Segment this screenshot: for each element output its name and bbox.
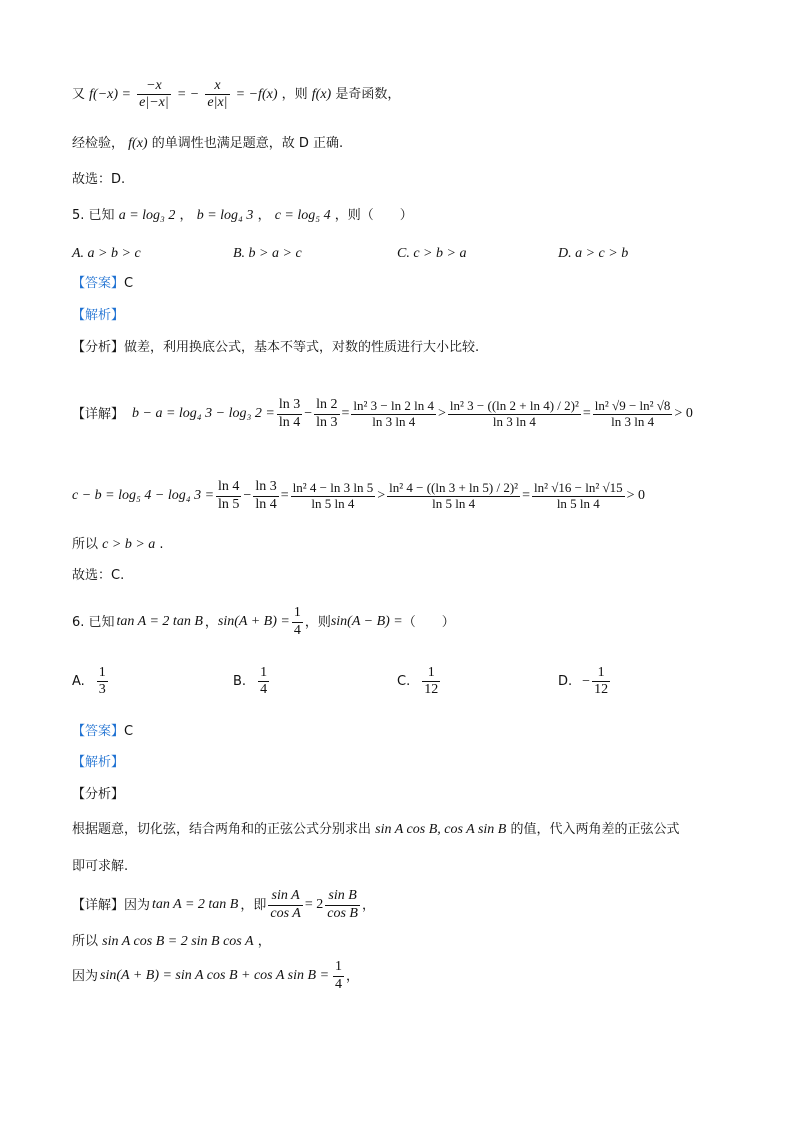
numerator: 1 <box>97 665 108 682</box>
numerator: ln 3 <box>253 479 278 496</box>
text: 因为 <box>124 897 151 913</box>
text: ，即 <box>240 897 267 913</box>
text: 所以 <box>72 934 99 949</box>
denominator: cos A <box>270 905 301 921</box>
text: ， <box>257 208 271 223</box>
numerator: ln² √9 − ln² √8 <box>594 397 671 413</box>
denominator: ln 5 <box>218 496 240 512</box>
q6-option-b[interactable] <box>233 665 271 698</box>
option-label: A. <box>72 674 85 690</box>
numerator: −x <box>137 78 171 95</box>
math-expr: c = log₅ 4 <box>274 208 331 223</box>
numerator: ln 3 <box>277 397 302 414</box>
q5-option-c[interactable]: C. c > b > a <box>397 246 467 261</box>
text: 的单调性也满足题意，故 D 正确. <box>151 136 344 151</box>
numerator: ln² 3 − ln 2 ln 4 <box>353 397 434 413</box>
math-expr: sin A cos B, cos A sin B <box>375 822 507 837</box>
answer-value: C <box>124 724 134 739</box>
text: 因为 <box>72 968 99 984</box>
text: ， <box>346 968 360 984</box>
numerator: x <box>205 78 229 95</box>
fraction <box>448 399 581 430</box>
text: ， <box>361 897 375 913</box>
math-expr: f(x) <box>128 136 148 151</box>
denominator: 4 <box>335 976 343 992</box>
denominator: 12 <box>594 682 609 698</box>
numerator: ln² 4 − ln 3 ln 5 <box>292 479 374 495</box>
fraction <box>387 481 520 512</box>
math-op: = <box>280 488 289 503</box>
text: 又 <box>72 87 86 103</box>
denominator: ln 3 ln 4 <box>611 413 655 429</box>
fraction <box>277 397 302 430</box>
math-op: = <box>582 406 591 421</box>
text: ， <box>179 208 193 223</box>
q6-answer <box>72 725 133 738</box>
q6-option-d[interactable] <box>558 665 612 698</box>
text: ，则 <box>281 87 308 103</box>
fraction <box>137 78 171 111</box>
fraction <box>268 888 302 921</box>
denominator: ln 5 ln 4 <box>556 495 600 511</box>
q6-fenxi-line2: 即可求解. <box>72 859 129 874</box>
math-expr: = −f(x) <box>235 87 278 103</box>
fenxi-tag: 【分析】 <box>72 340 125 355</box>
fraction <box>325 888 360 921</box>
denominator: ln 5 ln 4 <box>432 495 476 511</box>
math-expr: sin(A + B) = sin A cos B + cos A sin B = <box>100 968 330 983</box>
text: 6. 已知 <box>72 614 115 630</box>
q5-option-d[interactable]: D. a > c > b <box>558 246 629 261</box>
math-expr: sin(A − B) = <box>330 614 403 629</box>
q5-analysis-tag: 【解析】 <box>72 308 125 323</box>
numerator: ln 4 <box>216 479 241 496</box>
math-expr: c − b = log₅ 4 − log₄ 3 = <box>72 488 215 503</box>
text: 经检验， <box>72 136 125 151</box>
numerator: ln² 3 − ((ln 2 + ln 4) / 2)² <box>449 397 579 413</box>
detail-tag: 【详解】 <box>72 897 125 913</box>
math-op: > <box>438 406 446 421</box>
q5-option-a[interactable]: A. a > b > c <box>72 246 141 261</box>
denominator: 3 <box>98 682 106 698</box>
denominator: ln 5 ln 4 <box>311 495 355 511</box>
math-expr: f(x) <box>311 87 332 103</box>
math-expr: b − a = log₄ 3 − log₃ 2 = <box>132 406 275 421</box>
numerator: 1 <box>333 959 344 976</box>
q5-answer <box>72 277 133 290</box>
fraction <box>532 481 625 512</box>
math-op: > <box>377 488 386 503</box>
text: 根据题意，切化弦，结合两角和的正弦公式分别求出 <box>72 822 372 837</box>
fraction <box>253 479 278 512</box>
math-expr: = − <box>176 87 200 103</box>
math-op: − <box>582 673 591 689</box>
denominator: e|x| <box>207 95 228 111</box>
math-expr: a = log₃ 2 <box>118 208 176 223</box>
fraction <box>291 481 376 512</box>
answer-value: C <box>124 276 134 291</box>
text: . <box>159 537 164 552</box>
line-odd-function <box>72 78 400 111</box>
numerator: 1 <box>258 665 269 682</box>
q6-option-a[interactable] <box>72 665 110 698</box>
denominator: ln 3 <box>316 414 338 430</box>
math-op: − <box>243 488 252 503</box>
q5-stem <box>72 209 413 223</box>
fraction <box>205 78 229 111</box>
fraction <box>97 665 108 698</box>
denominator: 12 <box>424 682 439 698</box>
fraction <box>422 665 440 698</box>
denominator: ln 3 ln 4 <box>372 413 416 429</box>
fraction <box>351 399 436 430</box>
denominator: ln 4 <box>255 496 277 512</box>
q6-detail-1 <box>72 884 375 926</box>
q6-fenxi-line1 <box>72 823 680 837</box>
denominator: ln 4 <box>278 414 301 430</box>
q6-analysis-tag: 【解析】 <box>72 755 125 770</box>
math-op: = 2 <box>304 897 324 912</box>
numerator: ln² √16 − ln² √15 <box>534 479 623 495</box>
fraction <box>216 479 241 512</box>
fraction <box>258 665 269 698</box>
denominator: cos B <box>327 905 358 921</box>
fraction <box>292 605 303 638</box>
q6-fenxi-tag: 【分析】 <box>72 787 125 802</box>
denominator: 4 <box>260 682 268 698</box>
math-op: = <box>522 488 530 503</box>
q6-stem <box>72 603 455 641</box>
text: 5. 已知 <box>72 208 115 223</box>
fraction <box>314 397 339 430</box>
math-op: = <box>341 406 350 421</box>
numerator: ln 2 <box>314 397 339 414</box>
numerator: sin A <box>268 888 302 905</box>
text: ， <box>204 614 218 630</box>
q6-option-c[interactable] <box>397 665 442 698</box>
q5-option-b[interactable]: B. b > a > c <box>233 246 302 261</box>
math-expr: > 0 <box>626 488 646 503</box>
fraction <box>593 399 673 430</box>
line-monotonic-check <box>72 137 343 151</box>
math-expr: tan A = 2 tan B <box>152 897 239 912</box>
fenxi-text: 做差，利用换底公式，基本不等式，对数的性质进行大小比较. <box>124 340 480 355</box>
detail-tag: 【详解】 <box>72 406 125 422</box>
option-label: C. <box>397 674 411 690</box>
text: 所以 <box>72 537 99 552</box>
math-expr: tan A = 2 tan B <box>116 614 203 629</box>
q5-detail-eq2 <box>72 466 645 526</box>
fraction <box>333 959 344 992</box>
math-expr: b = log₄ 3 <box>196 208 254 223</box>
math-expr: f(−x) = <box>89 87 131 103</box>
math-op: − <box>304 406 313 421</box>
denominator: e|−x| <box>139 95 169 111</box>
numerator: ln² 4 − ((ln 3 + ln 5) / 2)² <box>389 479 519 495</box>
numerator: 1 <box>422 665 440 682</box>
text: ，则（ ） <box>334 208 413 223</box>
choose-d: 故选：D. <box>72 172 126 187</box>
math-expr: c > b > a <box>102 537 156 552</box>
numerator: 1 <box>592 665 610 682</box>
text: 的值，代入两角差的正弦公式 <box>510 822 680 837</box>
text: 是奇函数， <box>335 87 401 103</box>
choose-c: 故选：C. <box>72 568 125 583</box>
math-expr: > 0 <box>674 406 693 421</box>
numerator: sin B <box>325 888 360 905</box>
math-expr: sin(A + B) = <box>217 614 290 629</box>
answer-tag: 【答案】 <box>72 724 125 739</box>
text: ， <box>257 934 271 949</box>
option-label: B. <box>233 674 247 690</box>
denominator: ln 3 ln 4 <box>492 413 536 429</box>
q5-detail-eq1 <box>72 384 693 444</box>
text: （ ） <box>402 614 455 630</box>
q5-fenxi <box>72 341 479 354</box>
text: ，则 <box>304 614 331 630</box>
answer-tag: 【答案】 <box>72 276 125 291</box>
numerator: 1 <box>292 605 303 622</box>
q6-detail-2 <box>72 935 271 949</box>
option-label: D. <box>558 674 573 690</box>
math-expr: sin A cos B = 2 sin B cos A <box>102 934 254 949</box>
q5-conclusion <box>72 538 164 552</box>
q6-detail-3 <box>72 956 359 996</box>
fraction <box>592 665 610 698</box>
denominator: 4 <box>293 622 301 638</box>
